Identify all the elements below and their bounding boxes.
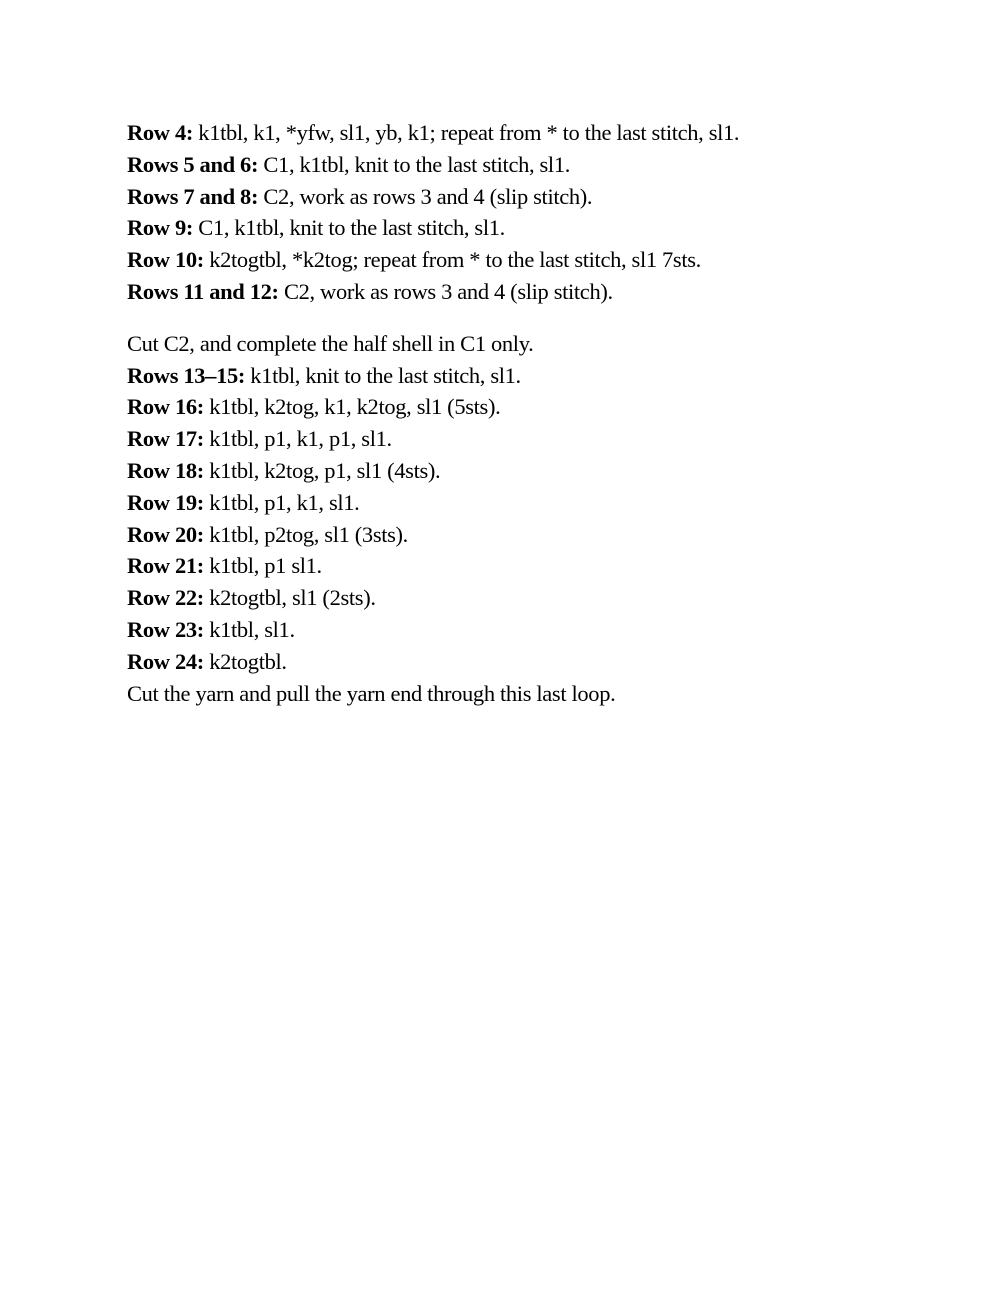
- row-9-instruction: [127, 212, 887, 244]
- pattern-instructions: [127, 117, 887, 709]
- row-22-instruction: [127, 582, 887, 614]
- row-text: k2togtbl, *k2tog; repeat from * to the last stitch, sl1 7sts.: [203, 247, 701, 273]
- row-4-instruction: [127, 117, 887, 149]
- row-20-instruction: [127, 519, 887, 551]
- row-text: C1, k1tbl, knit to the last stitch, sl1.: [193, 215, 505, 241]
- row-text: C2, work as rows 3 and 4 (slip stitch).: [278, 278, 613, 304]
- row-label: Row 16:: [127, 394, 204, 420]
- row-label: Row 20:: [127, 521, 204, 547]
- row-text: k1tbl, k2tog, k1, k2tog, sl1 (5sts).: [203, 394, 501, 420]
- row-text: k1tbl, p2tog, sl1 (3sts).: [203, 521, 408, 547]
- row-text: C2, work as rows 3 and 4 (slip stitch).: [258, 183, 593, 209]
- row-label: Row 18:: [127, 457, 204, 483]
- rows-13-15-instruction: [127, 360, 887, 392]
- row-24-instruction: [127, 646, 887, 678]
- paragraph-gap: [127, 308, 887, 328]
- row-text: k2togtbl, sl1 (2sts).: [203, 585, 376, 611]
- row-label: Row 24:: [127, 648, 204, 674]
- row-21-instruction: [127, 550, 887, 582]
- row-23-instruction: [127, 614, 887, 646]
- row-17-instruction: [127, 423, 887, 455]
- row-18-instruction: [127, 455, 887, 487]
- row-text: k1tbl, knit to the last stitch, sl1.: [245, 362, 521, 388]
- row-text: k1tbl, p1 sl1.: [203, 553, 322, 579]
- row-label: Rows 11 and 12:: [127, 278, 279, 304]
- row-text: k2togtbl.: [203, 648, 287, 674]
- rows-5-6-instruction: [127, 149, 887, 181]
- row-label: Rows 7 and 8:: [127, 183, 259, 209]
- row-label: Row 22:: [127, 585, 204, 611]
- row-label: Row 19:: [127, 489, 204, 515]
- row-text: k1tbl, p1, k1, p1, sl1.: [203, 426, 392, 452]
- row-label: Row 17:: [127, 426, 204, 452]
- cut-c2-note: Cut C2, and complete the half shell in C1 only.: [127, 330, 534, 356]
- row-10-instruction: [127, 244, 887, 276]
- rows-7-8-instruction: [127, 181, 887, 213]
- row-text: C1, k1tbl, knit to the last stitch, sl1.: [258, 151, 571, 177]
- row-text: k1tbl, sl1.: [203, 616, 295, 642]
- row-text: k1tbl, k2tog, p1, sl1 (4sts).: [203, 457, 441, 483]
- row-text: k1tbl, p1, k1, sl1.: [203, 489, 360, 515]
- row-label: Rows 13–15:: [127, 362, 246, 388]
- rows-11-12-instruction: [127, 276, 887, 308]
- row-label: Row 4:: [127, 120, 194, 145]
- row-16-instruction: [127, 391, 887, 423]
- row-19-instruction: [127, 487, 887, 519]
- row-label: Row 9:: [127, 215, 194, 241]
- row-label: Rows 5 and 6:: [127, 151, 259, 177]
- row-text: k1tbl, k1, *yfw, sl1, yb, k1; repeat from * to the last stitch, sl1.: [193, 120, 740, 145]
- row-label: Row 23:: [127, 616, 204, 642]
- closing-note: Cut the yarn and pull the yarn end through this last loop.: [127, 680, 616, 706]
- row-label: Row 21:: [127, 553, 204, 579]
- row-label: Row 10:: [127, 247, 204, 273]
